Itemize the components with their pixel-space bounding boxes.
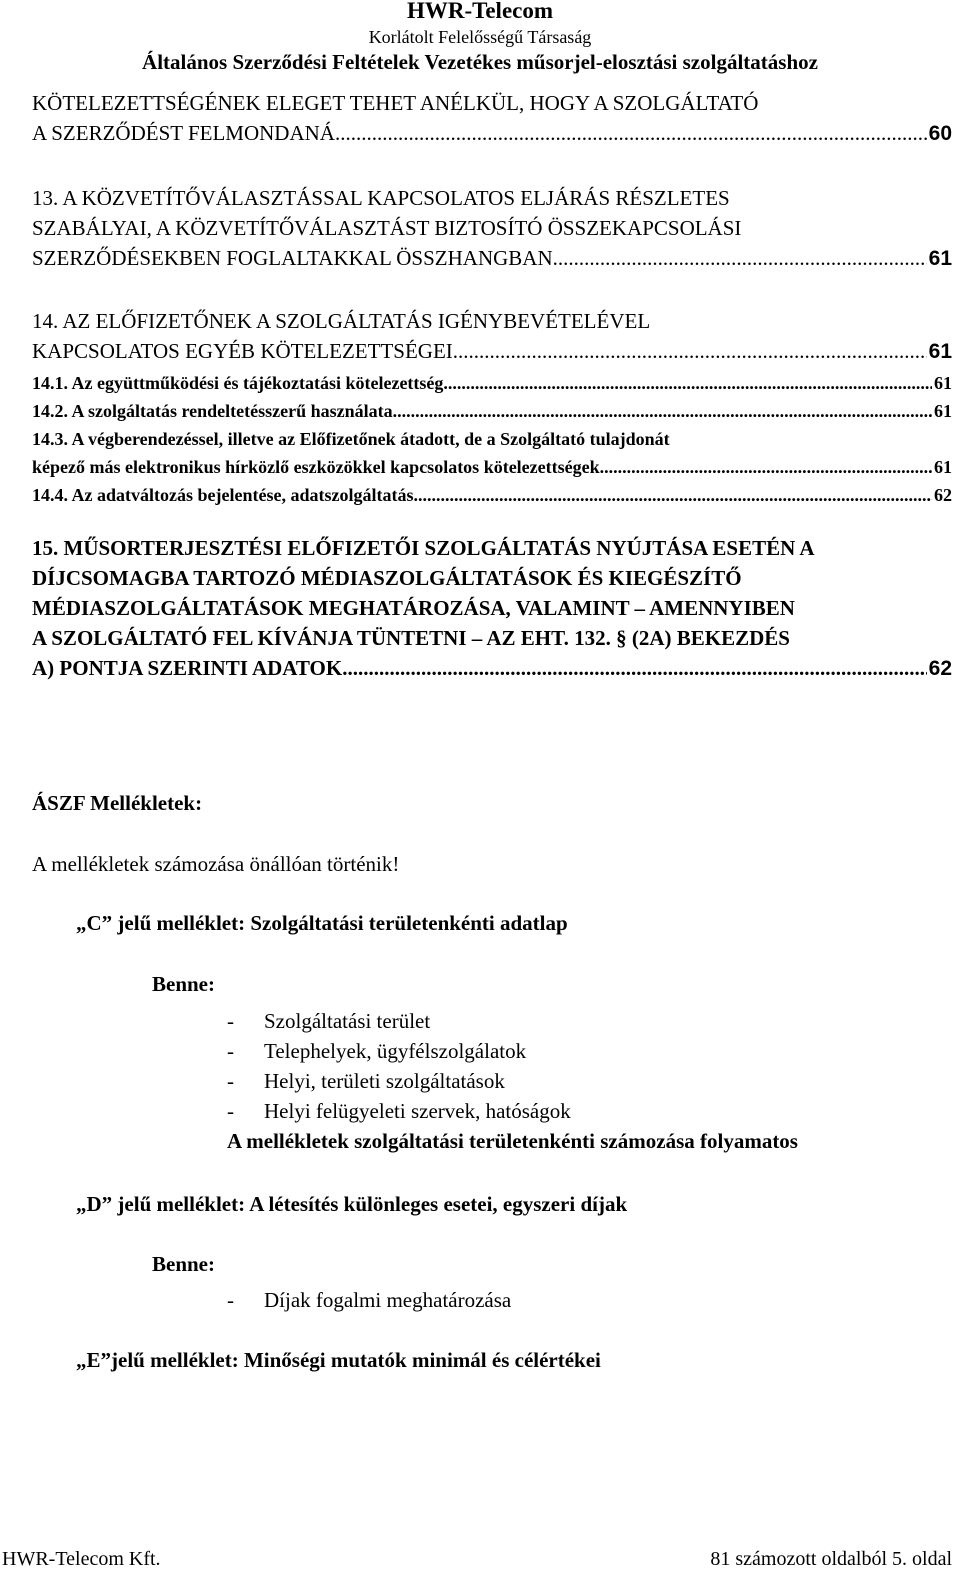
- toc-entry-14-1-text: 14.1. Az együttműködési és tájékoztatási kötelezettség: [32, 373, 444, 393]
- toc-page-number: 60: [928, 122, 952, 145]
- toc-entry-12-text: A SZERZŐDÉST FELMONDANÁ: [32, 121, 335, 145]
- toc-entry-14-3-line1[interactable]: 14.3. A végberendezéssel, illetve az Előfizetőnek átadott, de a Szolgáltató tulajdonát: [32, 429, 670, 449]
- toc-entry-15-text: A) PONTJA SZERINTI ADATOK.: [32, 656, 348, 680]
- toc-leader-dots: [347, 652, 926, 684]
- appendix-note: A mellékletek számozása önállóan történik!: [32, 852, 400, 876]
- toc-entry-15-line5[interactable]: [32, 652, 952, 684]
- toc-leader-dots: [443, 369, 932, 397]
- appendix-d-benne: Benne:: [152, 1252, 215, 1276]
- toc-entry-14-1[interactable]: [32, 369, 952, 397]
- toc-entry-15-line2[interactable]: DÍJCSOMAGBA TARTOZÓ MÉDIASZOLGÁLTATÁSOK ÉS KIEGÉSZÍTŐ: [32, 566, 742, 590]
- header-company-form: Korlátolt Felelősségű Társaság: [368, 27, 592, 47]
- toc-entry-14-4[interactable]: [32, 481, 952, 509]
- list-item-dash: -: [227, 1288, 234, 1312]
- list-item: Helyi felügyeleti szervek, hatóságok: [264, 1099, 571, 1123]
- appendix-c-benne: Benne:: [152, 972, 215, 996]
- toc-entry-14-line2[interactable]: [32, 335, 952, 367]
- list-item: Szolgáltatási terület: [264, 1009, 431, 1033]
- toc-entry-13-line3[interactable]: [32, 242, 952, 274]
- toc-page-number: 61: [928, 340, 952, 363]
- toc-entry-15-line1[interactable]: 15. MŰSORTERJESZTÉSI ELŐFIZETŐI SZOLGÁLTATÁS NYÚJTÁSA ESETÉN A: [32, 536, 815, 560]
- appendix-e-title: „E”jelű melléklet: Minőségi mutatók minimál és célértékei: [76, 1348, 601, 1372]
- toc-entry-14-3-text: képező más elektronikus hírközlő eszközökkel kapcsolatos kötelezettségek: [32, 457, 600, 477]
- header-company: HWR-Telecom: [406, 0, 554, 23]
- toc-entry-14-line1[interactable]: 14. AZ ELŐFIZETŐNEK A SZOLGÁLTATÁS IGÉNYBEVÉTELÉVEL: [32, 309, 651, 333]
- appendix-c-title: „C” jelű melléklet: Szolgáltatási területenkénti adatlap: [76, 911, 568, 935]
- toc-entry-14-2[interactable]: [32, 397, 952, 425]
- list-item-dash: -: [227, 1039, 234, 1063]
- list-item-dash: -: [227, 1099, 234, 1123]
- toc-page-number: 61: [928, 247, 952, 270]
- footer-company: HWR-Telecom Kft.: [2, 1548, 161, 1570]
- toc-leader-dots: [413, 481, 932, 509]
- toc-entry-15-line4[interactable]: A SZOLGÁLTATÓ FEL KÍVÁNJA TÜNTETNI – AZ EHT. 132. § (2A) BEKEZDÉS: [32, 626, 790, 650]
- toc-page-number: 62: [934, 485, 952, 505]
- list-item-dash: -: [227, 1009, 234, 1033]
- toc-page-number: 62: [928, 657, 952, 680]
- toc-entry-15-line3[interactable]: MÉDIASZOLGÁLTATÁSOK MEGHATÁROZÁSA, VALAMINT – AMENNYIBEN: [32, 596, 795, 620]
- list-item: Díjak fogalmi meghatározása: [264, 1288, 512, 1312]
- toc-entry-13-line2[interactable]: SZABÁLYAI, A KÖZVETÍTŐVÁLASZTÁST BIZTOSÍTÓ ÖSSZEKAPCSOLÁSI: [32, 216, 742, 240]
- toc-leader-dots: [600, 453, 932, 481]
- appendix-heading: ÁSZF Mellékletek:: [32, 791, 203, 815]
- header-doc-title: Általános Szerződési Feltételek Vezetékes műsorjel-elosztási szolgáltatáshoz: [142, 50, 818, 74]
- toc-entry-12-line1[interactable]: KÖTELEZETTSÉGÉNEK ELEGET TEHET ANÉLKÜL, HOGY A SZOLGÁLTATÓ: [32, 91, 759, 115]
- toc-entry-14-2-text: 14.2. A szolgáltatás rendeltetésszerű használata: [32, 401, 393, 421]
- toc-entry-13-line1[interactable]: 13. A KÖZVETÍTŐVÁLASZTÁSSAL KAPCSOLATOS ELJÁRÁS RÉSZLETES: [32, 186, 730, 210]
- appendix-d-title: „D” jelű melléklet: A létesítés különleges esetei, egyszeri díjak: [76, 1192, 628, 1216]
- toc-leader-dots: [393, 397, 932, 425]
- toc-entry-14-3-line2[interactable]: [32, 453, 952, 481]
- toc-entry-12-line2[interactable]: [32, 117, 952, 149]
- list-item: Helyi, területi szolgáltatások: [264, 1069, 505, 1093]
- toc-leader-dots: [453, 335, 927, 367]
- appendix-c-footer: A mellékletek szolgáltatási területenkénti számozása folyamatos: [227, 1129, 798, 1153]
- toc-page-number: 61: [934, 401, 952, 421]
- toc-entry-13-text: SZERZŐDÉSEKBEN FOGLALTAKKAL ÖSSZHANGBAN: [32, 246, 553, 270]
- toc-entry-14-text: KAPCSOLATOS EGYÉB KÖTELEZETTSÉGEI: [32, 339, 453, 363]
- list-item: Telephelyek, ügyfélszolgálatok: [264, 1039, 527, 1063]
- toc-entry-14-4-text: 14.4. Az adatváltozás bejelentése, adatszolgáltatás: [32, 485, 414, 505]
- footer-page-info: 81 számozott oldalból 5. oldal: [710, 1548, 952, 1570]
- toc-page-number: 61: [934, 457, 952, 477]
- toc-leader-dots: [335, 117, 927, 149]
- toc-page-number: 61: [934, 373, 952, 393]
- toc-leader-dots: [553, 242, 927, 274]
- list-item-dash: -: [227, 1069, 234, 1093]
